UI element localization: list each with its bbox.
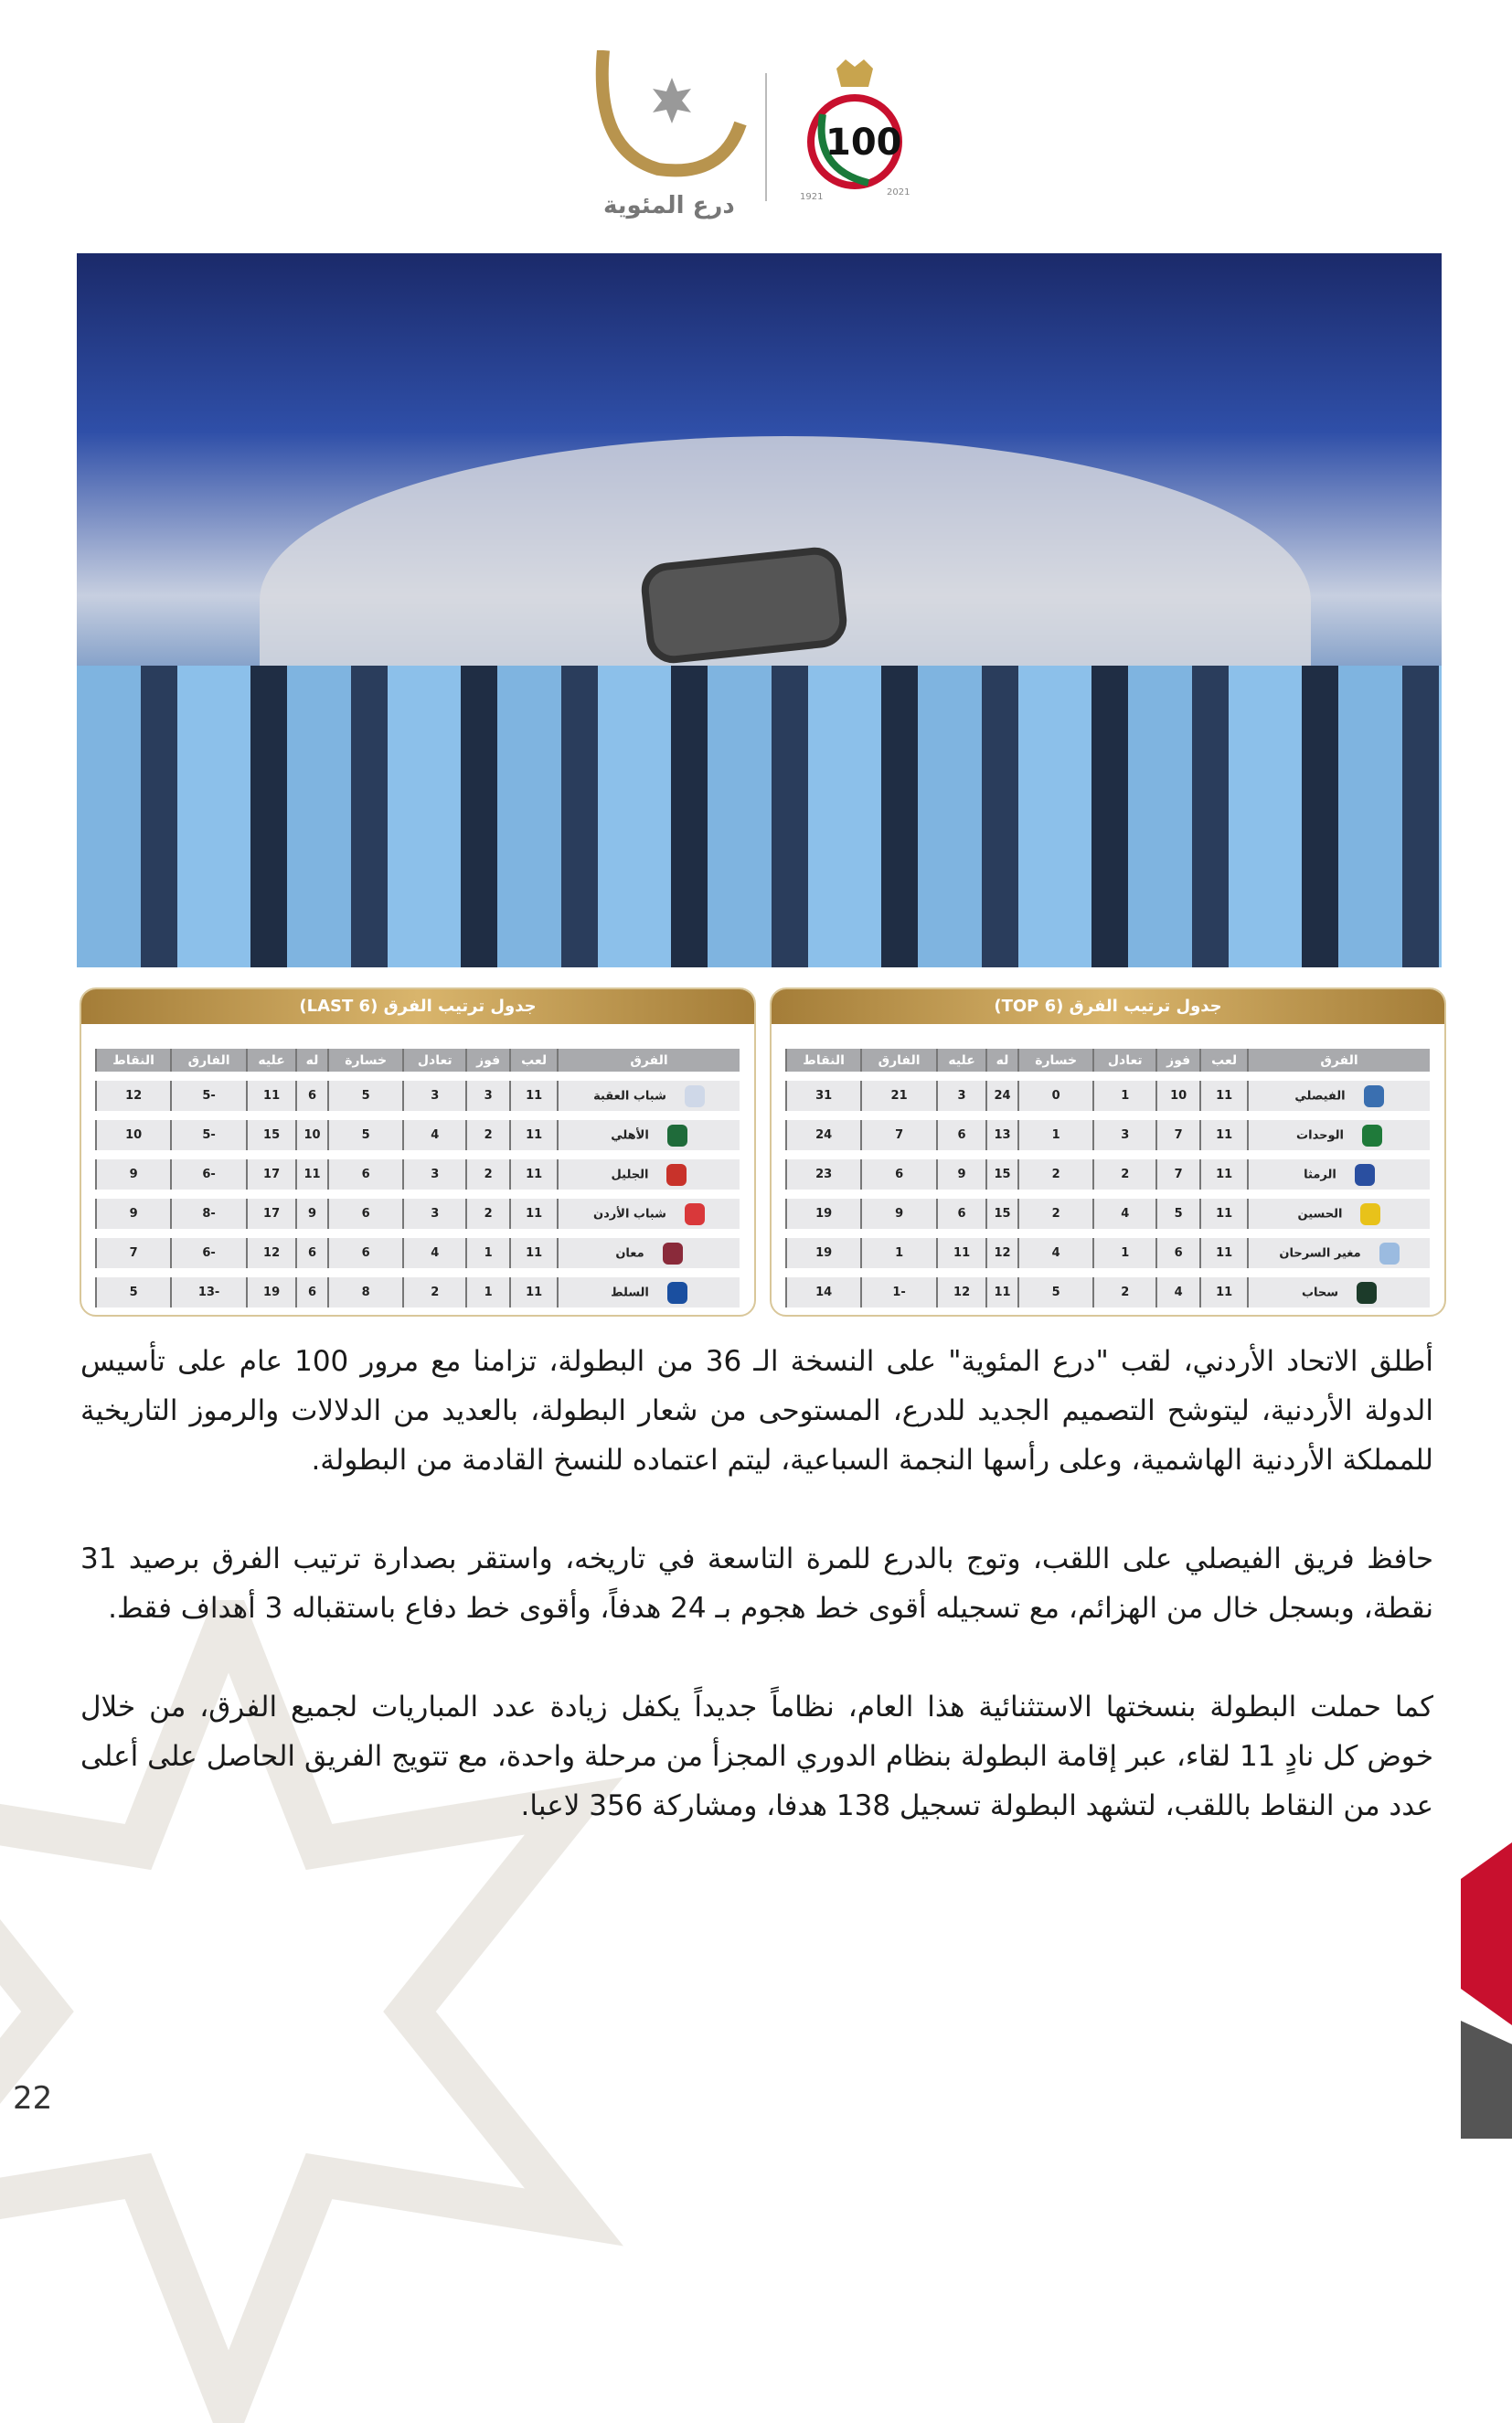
- column-header: تعادل: [402, 1049, 465, 1072]
- stat-cell: 12: [95, 1081, 170, 1111]
- column-header: عليه: [246, 1049, 295, 1072]
- team-crest-icon: [1360, 1203, 1380, 1225]
- stat-cell: 11: [1199, 1238, 1247, 1268]
- team-crest-icon: [1355, 1164, 1375, 1186]
- stat-cell: -13: [170, 1277, 246, 1308]
- stat-cell: 7: [1155, 1120, 1199, 1150]
- stat-cell: 11: [1199, 1081, 1247, 1111]
- team-cell: [1247, 1159, 1430, 1190]
- stat-cell: 4: [402, 1120, 465, 1150]
- stat-cell: 8: [327, 1277, 403, 1308]
- stat-cell: -5: [170, 1081, 246, 1111]
- column-header: لعب: [509, 1049, 557, 1072]
- stat-cell: 3: [465, 1081, 509, 1111]
- stat-cell: 2: [1017, 1199, 1093, 1229]
- team-crest-icon: [666, 1164, 687, 1186]
- team-cell: [557, 1238, 740, 1268]
- stat-cell: 5: [1155, 1199, 1199, 1229]
- stat-cell: 11: [985, 1277, 1017, 1308]
- team-name: الوحدات: [1296, 1128, 1344, 1142]
- column-header: فوز: [1155, 1049, 1199, 1072]
- team-cell: [1247, 1238, 1430, 1268]
- column-header: لعب: [1199, 1049, 1247, 1072]
- column-header: الفارق: [170, 1049, 246, 1072]
- stat-cell: 6: [327, 1238, 403, 1268]
- stat-cell: 6: [936, 1120, 985, 1150]
- stat-cell: 17: [246, 1159, 295, 1190]
- team-cell: [1247, 1199, 1430, 1229]
- team-cell: [1247, 1081, 1430, 1111]
- year-end: 2021: [887, 187, 910, 197]
- team-cell: [557, 1277, 740, 1308]
- team-crest-icon: [667, 1125, 687, 1147]
- stat-cell: 15: [246, 1120, 295, 1150]
- stat-cell: 3: [402, 1159, 465, 1190]
- stat-cell: 11: [509, 1277, 557, 1308]
- stat-cell: 6: [327, 1199, 403, 1229]
- stat-cell: 17: [246, 1199, 295, 1229]
- team-crest-icon: [1357, 1282, 1377, 1304]
- stat-cell: 3: [1092, 1120, 1155, 1150]
- stat-cell: 6: [860, 1159, 936, 1190]
- stat-cell: 19: [785, 1238, 860, 1268]
- column-header: النقاط: [785, 1049, 860, 1072]
- stat-cell: 2: [465, 1199, 509, 1229]
- stat-cell: 7: [860, 1120, 936, 1150]
- table-row: [95, 1081, 740, 1111]
- table-row: [785, 1238, 1430, 1268]
- team-name: سحاب: [1301, 1286, 1339, 1299]
- team-crest-icon: [1364, 1085, 1384, 1107]
- team-name: مغير السرحان: [1279, 1246, 1361, 1260]
- team-crest-icon: [1362, 1125, 1382, 1147]
- stat-cell: 10: [295, 1120, 327, 1150]
- team-crest-icon: [685, 1085, 705, 1107]
- column-header: عليه: [936, 1049, 985, 1072]
- stat-cell: 6: [295, 1238, 327, 1268]
- stat-cell: 14: [785, 1277, 860, 1308]
- stat-cell: -6: [170, 1159, 246, 1190]
- trophy-shield-icon: [639, 545, 849, 666]
- article-body: [80, 1337, 1433, 1880]
- column-header: النقاط: [95, 1049, 170, 1072]
- stat-cell: 10: [95, 1120, 170, 1150]
- team-name: الحسين: [1297, 1207, 1343, 1221]
- top-six-table: [770, 987, 1446, 1317]
- stat-cell: 31: [785, 1081, 860, 1111]
- stat-cell: 4: [402, 1238, 465, 1268]
- column-header: له: [295, 1049, 327, 1072]
- column-header: خسارة: [327, 1049, 403, 1072]
- team-cell: [1247, 1120, 1430, 1150]
- team-cell: [557, 1081, 740, 1111]
- column-header: الفرق: [557, 1049, 740, 1072]
- stat-cell: 1: [1017, 1120, 1093, 1150]
- team-crest-icon: [667, 1282, 687, 1304]
- stat-cell: 11: [509, 1081, 557, 1111]
- stat-cell: 19: [246, 1277, 295, 1308]
- stat-cell: 3: [402, 1081, 465, 1111]
- stat-cell: 9: [295, 1199, 327, 1229]
- stat-cell: 5: [327, 1081, 403, 1111]
- stat-cell: 2: [465, 1120, 509, 1150]
- stat-cell: 1: [465, 1277, 509, 1308]
- column-header: له: [985, 1049, 1017, 1072]
- column-header: خسارة: [1017, 1049, 1093, 1072]
- paragraph: أطلق الاتحاد الأردني، لقب "درع المئوية" على النسخة الـ 36 من البطولة، تزامنا مع مرور 100 عام على تأسيس الدولة الأردنية، ليتوشح التصميم الجديد للدرع، المستوحى من شعار البطولة، بالعديد من الدلالات والرموز التاريخية للمملكة الأردنية الهاشمية، وعلى رأسها النجمة السباعية، ليتم اعتماده للنسخ القادمة من البطولة.: [80, 1345, 1433, 1477]
- stat-cell: 1: [1092, 1238, 1155, 1268]
- stat-cell: 3: [936, 1081, 985, 1111]
- table-row: [785, 1120, 1430, 1150]
- stat-cell: 1: [1092, 1081, 1155, 1111]
- team-crest-icon: [685, 1203, 705, 1225]
- stat-cell: 24: [785, 1120, 860, 1150]
- table-row: [785, 1199, 1430, 1229]
- stat-cell: 9: [95, 1199, 170, 1229]
- stat-cell: 10: [1155, 1081, 1199, 1111]
- decorative-red-bar: [1461, 1842, 1512, 2025]
- stat-cell: 6: [327, 1159, 403, 1190]
- stat-cell: 12: [985, 1238, 1017, 1268]
- table-row: [785, 1081, 1430, 1111]
- stat-cell: 3: [402, 1199, 465, 1229]
- stat-cell: 11: [509, 1238, 557, 1268]
- team-cell: [557, 1199, 740, 1229]
- team-name: الجليل: [611, 1168, 649, 1181]
- stat-cell: 5: [327, 1120, 403, 1150]
- stat-cell: 2: [1092, 1159, 1155, 1190]
- stat-cell: 12: [246, 1238, 295, 1268]
- team-cell: [557, 1120, 740, 1150]
- stat-cell: 6: [1155, 1238, 1199, 1268]
- team-name: معان: [615, 1246, 644, 1260]
- stat-cell: 11: [246, 1081, 295, 1111]
- centennial-number: 100: [825, 122, 902, 164]
- decorative-gray-bar: [1461, 2021, 1512, 2139]
- table-row: [95, 1199, 740, 1229]
- stat-cell: 9: [860, 1199, 936, 1229]
- table-title: جدول ترتيب الفرق (TOP 6): [772, 989, 1444, 1024]
- stat-cell: 11: [1199, 1277, 1247, 1308]
- stat-cell: 6: [295, 1277, 327, 1308]
- table-row: [95, 1238, 740, 1268]
- stat-cell: 2: [465, 1159, 509, 1190]
- table-row: [95, 1120, 740, 1150]
- team-name: الأهلي: [611, 1128, 649, 1142]
- stat-cell: 11: [936, 1238, 985, 1268]
- column-header: تعادل: [1092, 1049, 1155, 1072]
- team-cell: [557, 1159, 740, 1190]
- stat-cell: 11: [1199, 1159, 1247, 1190]
- stat-cell: -1: [860, 1277, 936, 1308]
- team-cell: [1247, 1277, 1430, 1308]
- stat-cell: 6: [295, 1081, 327, 1111]
- stat-cell: 7: [1155, 1159, 1199, 1190]
- table-row: [95, 1277, 740, 1308]
- stat-cell: 13: [985, 1120, 1017, 1150]
- team-crest-icon: [663, 1243, 683, 1265]
- celebration-photo: [77, 253, 1442, 967]
- stat-cell: 9: [95, 1159, 170, 1190]
- stat-cell: 6: [936, 1199, 985, 1229]
- page-number: 22: [13, 2080, 53, 2117]
- stat-cell: 11: [1199, 1199, 1247, 1229]
- stat-cell: 9: [936, 1159, 985, 1190]
- stat-cell: 2: [1092, 1277, 1155, 1308]
- table-row: [785, 1277, 1430, 1308]
- stat-cell: -8: [170, 1199, 246, 1229]
- stat-cell: 19: [785, 1199, 860, 1229]
- stat-cell: 15: [985, 1159, 1017, 1190]
- stat-cell: -5: [170, 1120, 246, 1150]
- year-start: 1921: [800, 192, 824, 202]
- table-title: جدول ترتيب الفرق (LAST 6): [81, 989, 754, 1024]
- stat-cell: 4: [1155, 1277, 1199, 1308]
- stat-cell: 5: [95, 1277, 170, 1308]
- team-name: شباب العقبة: [593, 1089, 666, 1103]
- team-name: الفيصلي: [1294, 1089, 1346, 1103]
- stat-cell: 15: [985, 1199, 1017, 1229]
- stat-cell: 0: [1017, 1081, 1093, 1111]
- table-row: [785, 1159, 1430, 1190]
- column-header: فوز: [465, 1049, 509, 1072]
- stat-cell: 21: [860, 1081, 936, 1111]
- stat-cell: 2: [1017, 1159, 1093, 1190]
- stat-cell: 1: [465, 1238, 509, 1268]
- stat-cell: 11: [1199, 1120, 1247, 1150]
- stat-cell: 7: [95, 1238, 170, 1268]
- column-header: الفارق: [860, 1049, 936, 1072]
- stat-cell: 11: [509, 1199, 557, 1229]
- paragraph: حافظ فريق الفيصلي على اللقب، وتوج بالدرع للمرة التاسعة في تاريخه، واستقر بصدارة ترتيب الفرق برصيد 31 نقطة، وبسجل خال من الهزائم، مع تسجيله أقوى خط هجوم بـ 24 هدفاً، وأقوى خط دفاع باستقباله 3 أهداف فقط.: [80, 1542, 1433, 1625]
- stat-cell: 12: [936, 1277, 985, 1308]
- stat-cell: 2: [402, 1277, 465, 1308]
- logo-text: درع المئوية: [603, 192, 735, 219]
- table-row: [95, 1159, 740, 1190]
- team-crest-icon: [1379, 1243, 1400, 1265]
- stat-cell: 5: [1017, 1277, 1093, 1308]
- team-name: شباب الأردن: [593, 1207, 666, 1221]
- column-header: الفرق: [1247, 1049, 1430, 1072]
- stat-cell: 1: [860, 1238, 936, 1268]
- stat-cell: 11: [509, 1159, 557, 1190]
- stat-cell: 4: [1017, 1238, 1093, 1268]
- team-name: السلط: [611, 1286, 649, 1299]
- stat-cell: 11: [509, 1120, 557, 1150]
- stat-cell: 23: [785, 1159, 860, 1190]
- stat-cell: 24: [985, 1081, 1017, 1111]
- stat-cell: 11: [295, 1159, 327, 1190]
- stat-cell: -6: [170, 1238, 246, 1268]
- team-name: الرمثا: [1304, 1168, 1336, 1181]
- last-six-table: [80, 987, 756, 1317]
- stat-cell: 4: [1092, 1199, 1155, 1229]
- paragraph: كما حملت البطولة بنسختها الاستثنائية هذا العام، نظاماً جديداً يكفل زيادة عدد المباريات لجميع الفرق، من خلال خوض كل نادٍ 11 لقاء، عبر إقامة البطولة بنظام الدوري المجزأ من مرحلة واحدة، مع تتويج الفريق الحاصل على أعلى عدد من النقاط باللقب، لتشهد البطولة تسجيل 138 هدفا، ومشاركة 356 لاعبا.: [80, 1691, 1433, 1822]
